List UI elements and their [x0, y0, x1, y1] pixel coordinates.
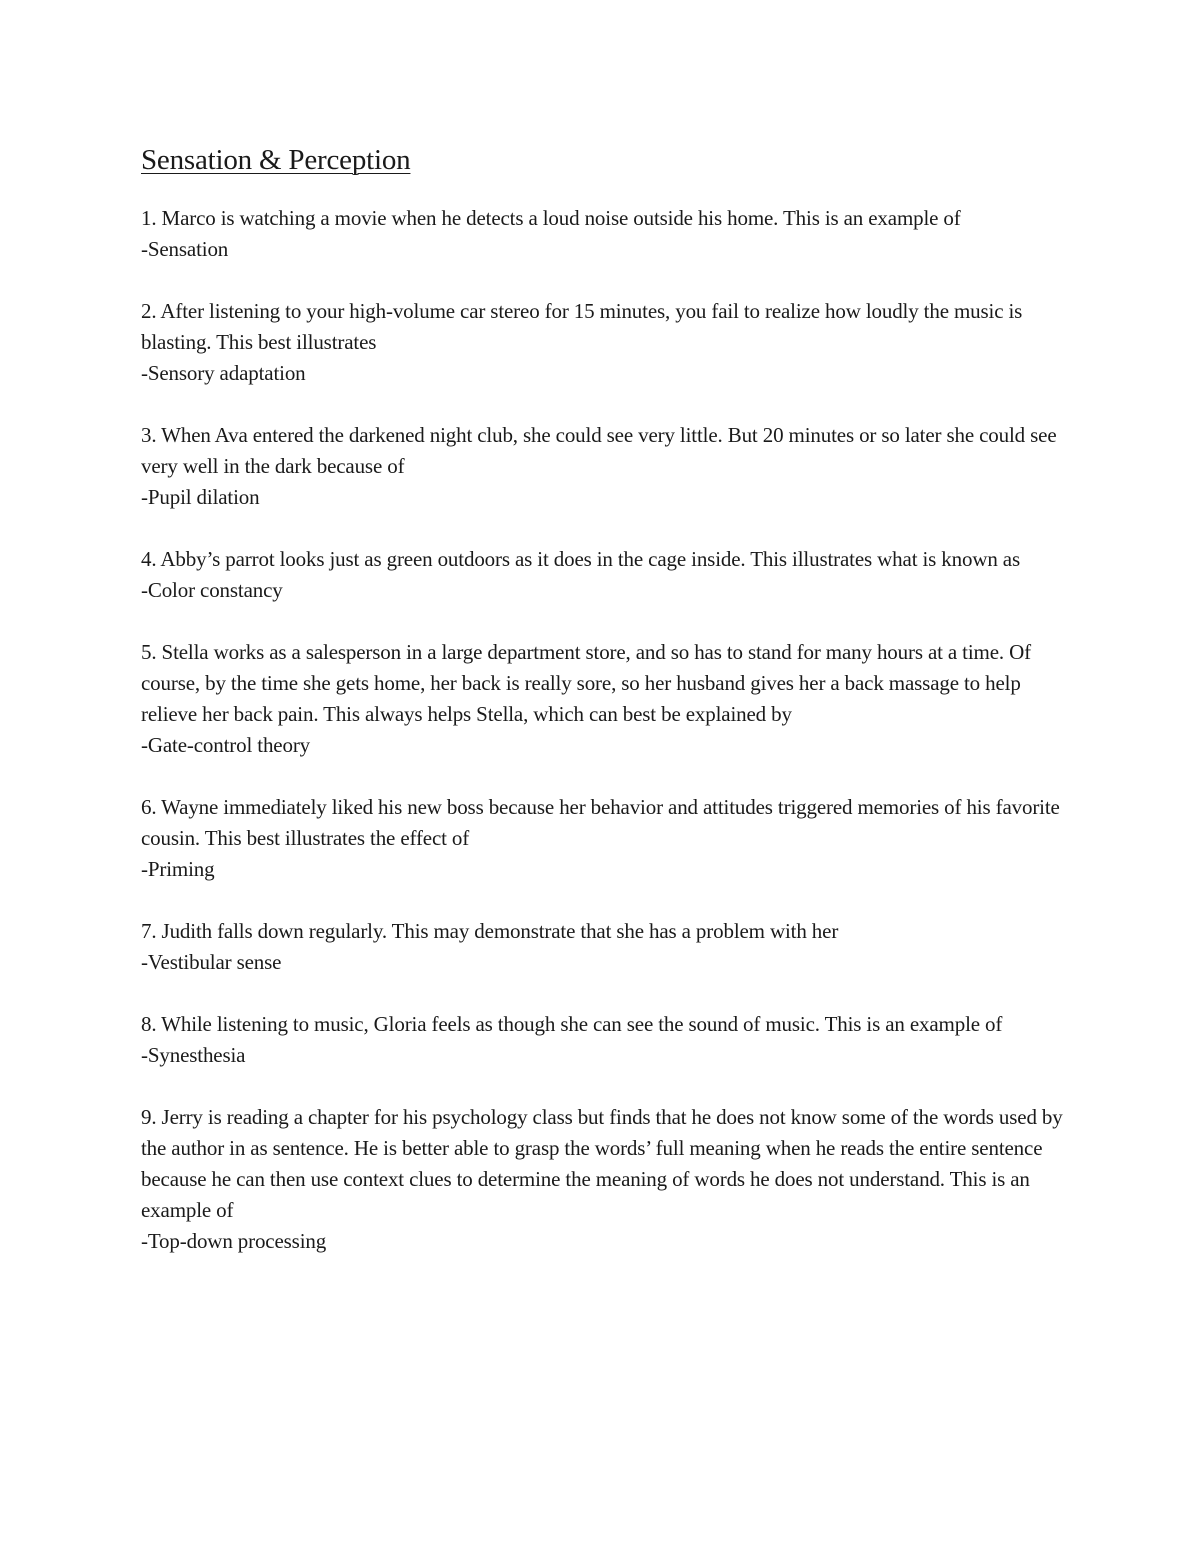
question-3	[141, 420, 1066, 513]
question-8	[141, 1009, 1066, 1071]
question-text: 1. Marco is watching a movie when he detects a loud noise outside his home. This is an example of	[141, 206, 961, 230]
question-text: 7. Judith falls down regularly. This may demonstrate that she has a problem with her	[141, 919, 839, 943]
question-answer: -Top-down processing	[141, 1229, 327, 1253]
question-4	[141, 544, 1066, 606]
question-text: 8. While listening to music, Gloria feels as though she can see the sound of music. This is an example of	[141, 1012, 1003, 1036]
question-text: 4. Abby’s parrot looks just as green outdoors as it does in the cage inside. This illustrates what is known as	[141, 547, 1020, 571]
question-6	[141, 792, 1066, 885]
question-9	[141, 1102, 1066, 1257]
question-text: 3. When Ava entered the darkened night club, she could see very little. But 20 minutes or so later she could see very well in the dark because of	[141, 423, 1057, 478]
question-answer: -Pupil dilation	[141, 485, 260, 509]
question-text: 2. After listening to your high-volume car stereo for 15 minutes, you fail to realize how loudly the music is blasting. This best illustrates	[141, 299, 1023, 354]
document-title: Sensation & Perception	[141, 144, 411, 176]
question-2	[141, 296, 1066, 389]
question-answer: -Color constancy	[141, 578, 283, 602]
question-answer: -Priming	[141, 857, 215, 881]
question-1	[141, 203, 1066, 265]
question-7	[141, 916, 1066, 978]
question-5	[141, 637, 1066, 761]
question-answer: -Vestibular sense	[141, 950, 282, 974]
question-text: 5. Stella works as a salesperson in a large department store, and so has to stand for many hours at a time. Of course, by the time she gets home, her back is really sore, so her husband gives her a back massage to help relieve her back pain. This always helps Stella, which can best be explained by	[141, 640, 1031, 726]
question-answer: -Gate-control theory	[141, 733, 311, 757]
question-text: 9. Jerry is reading a chapter for his psychology class but finds that he does not know some of the words used by the author in as sentence. He is better able to grasp the words’ full meaning when he reads the entire sentence because he can then use context clues to determine the meaning of words he does not understand. This is an example of	[141, 1105, 1063, 1222]
question-answer: -Synesthesia	[141, 1043, 246, 1067]
question-answer: -Sensory adaptation	[141, 361, 306, 385]
question-answer: -Sensation	[141, 237, 229, 261]
document-page	[141, 140, 1066, 1288]
question-text: 6. Wayne immediately liked his new boss because her behavior and attitudes triggered memories of his favorite cousin. This best illustrates the effect of	[141, 795, 1060, 850]
